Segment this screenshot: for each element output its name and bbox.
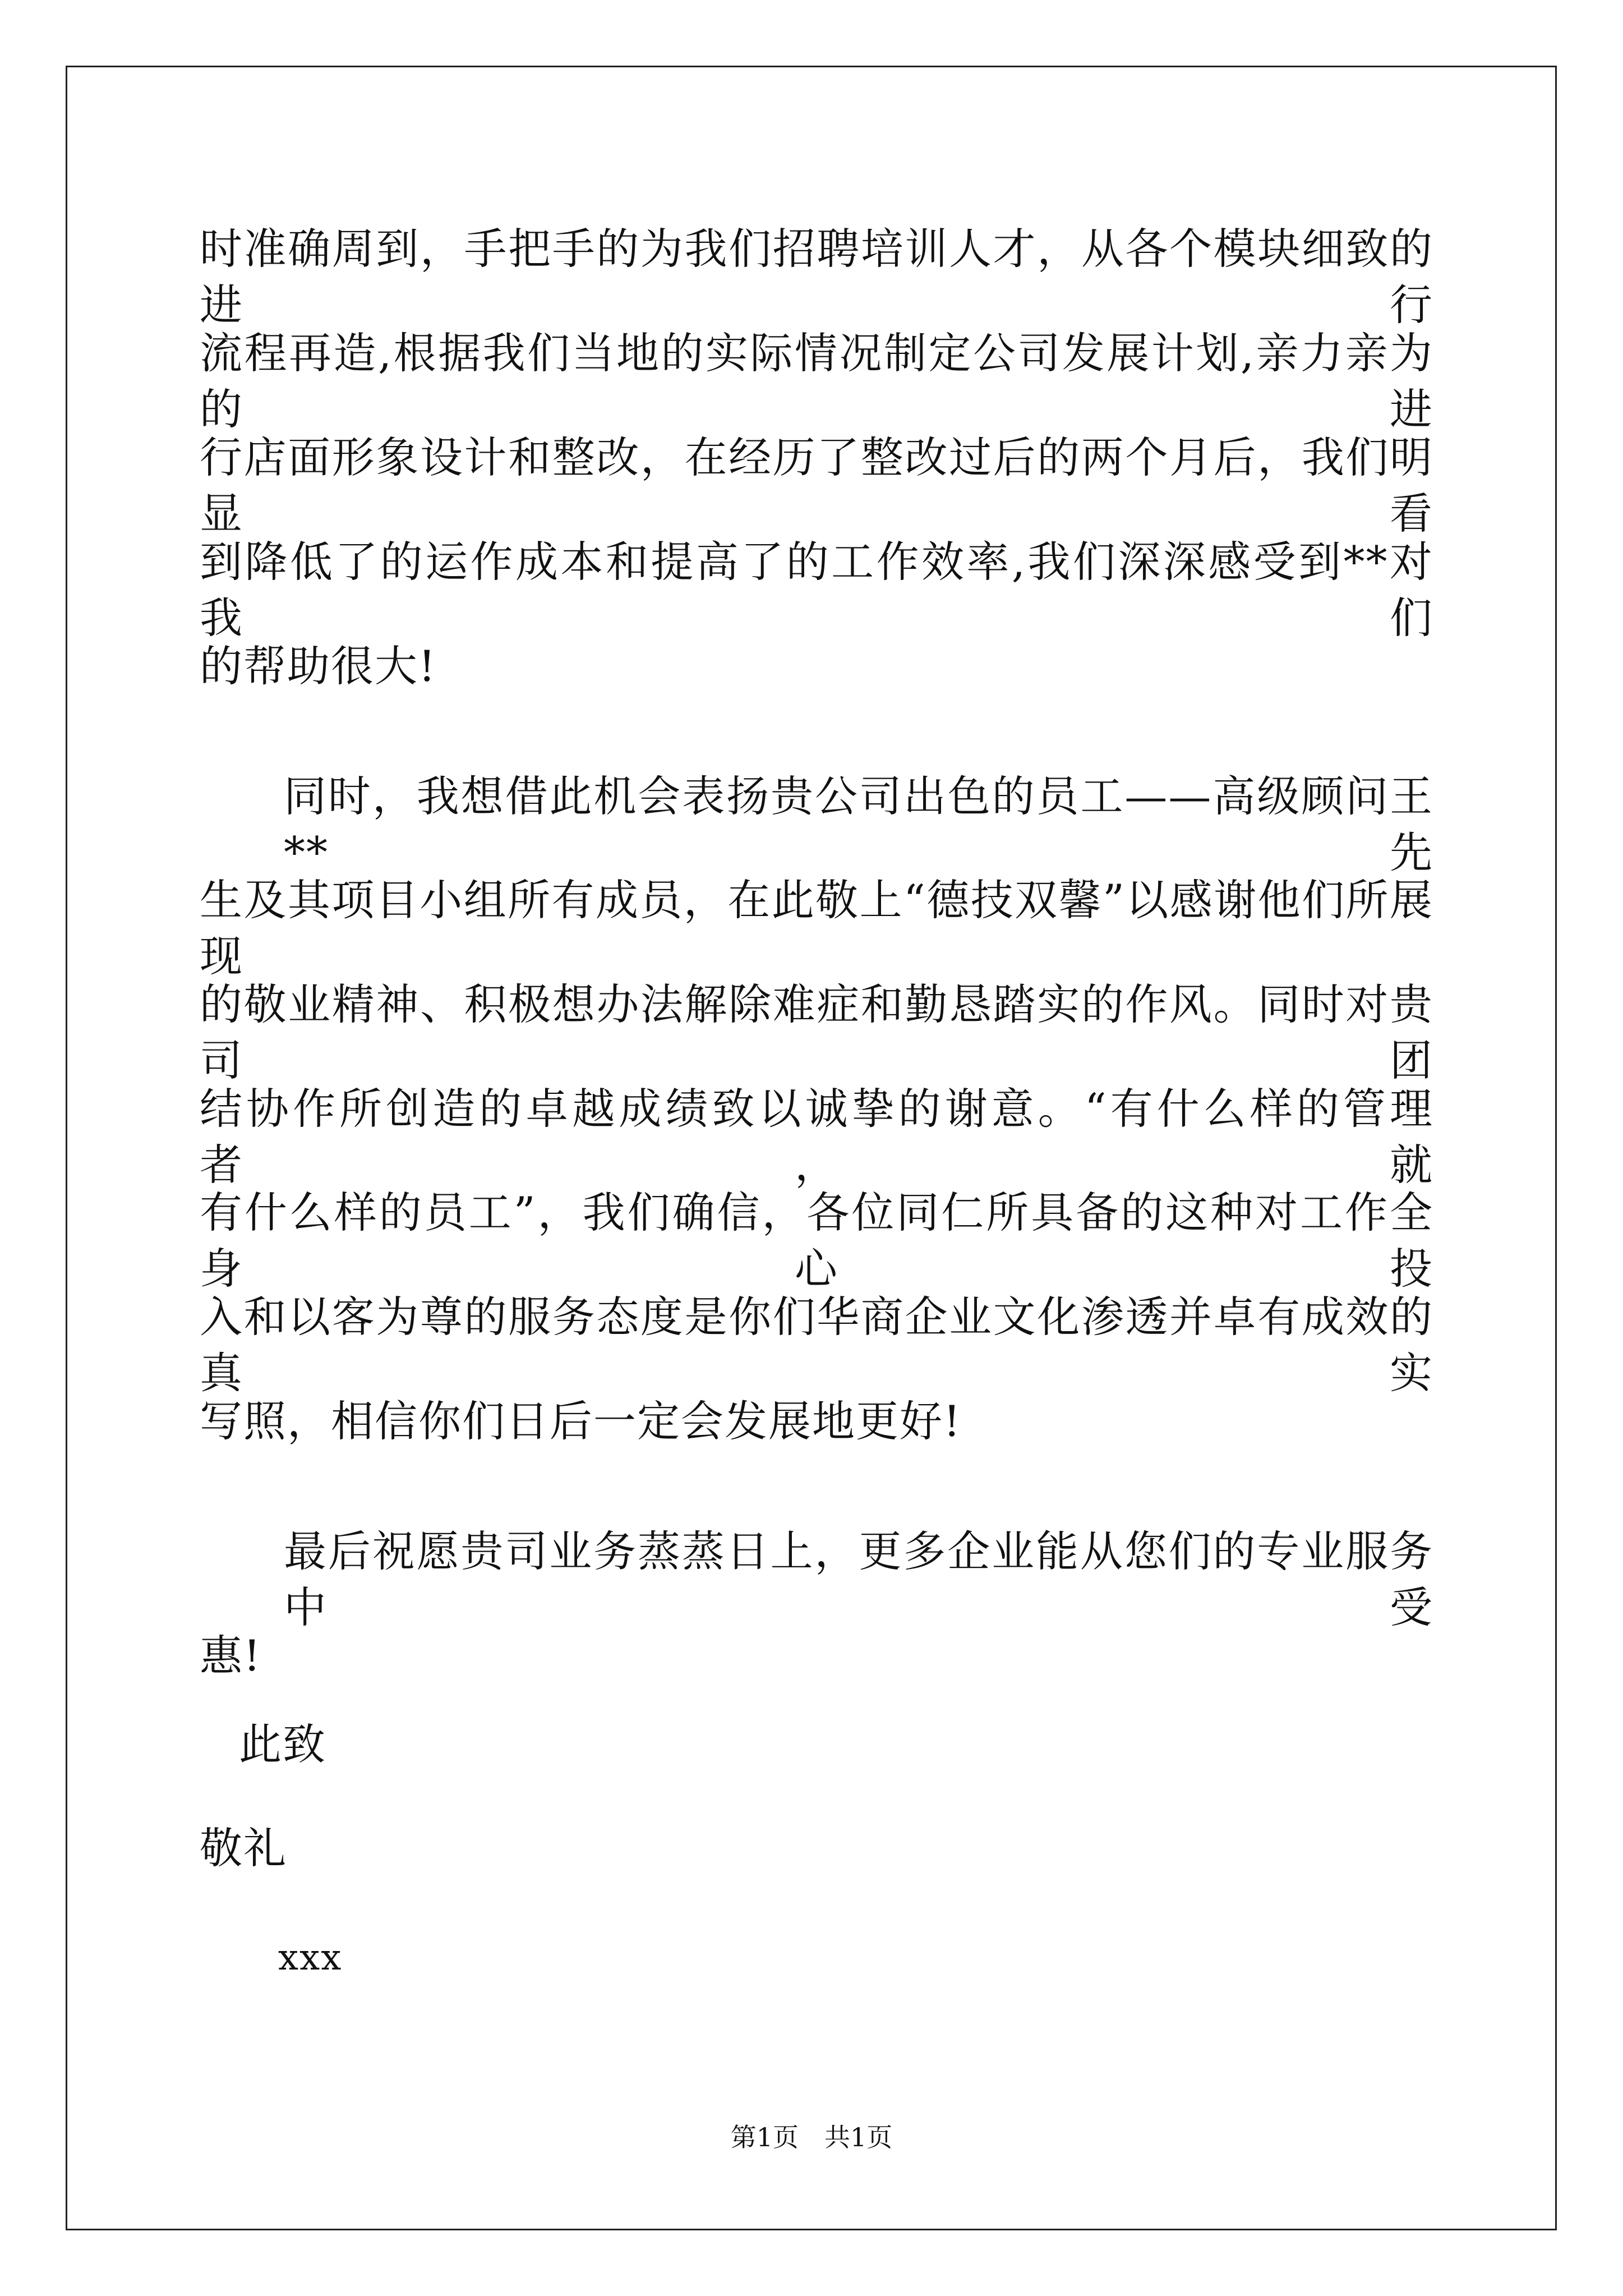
paragraph-line: 行店面形象设计和整改，在经历了整改过后的两个月后，我们明显看 [200, 432, 1433, 539]
paragraph-line: 最后祝愿贵司业务蒸蒸日上，更多企业能从您们的专业服务中受 [284, 1526, 1433, 1632]
paragraph-line: 时准确周到，手把手的为我们招聘培训人才，从各个模块细致的进行 [200, 224, 1433, 330]
paragraph-line: 惠! [200, 1631, 262, 1681]
paragraph-line: 的敬业精神、积极想办法解除难症和勤恳踏实的作风。同时对贵司团 [200, 979, 1433, 1085]
paragraph-line: 流程再造,根据我们当地的实际情况制定公司发展计划,亲力亲为的进 [200, 328, 1433, 434]
paragraph-line: 写照，相信你们日后一定会发展地更好! [200, 1396, 962, 1446]
paragraph-line: 同时，我想借此机会表扬贵公司出色的员工——高级顾问王**先 [284, 771, 1433, 877]
paragraph-line: 生及其项目小组所有成员，在此敬上“德技双馨”以感谢他们所展现 [200, 875, 1433, 981]
page-number-footer: 第1页 共1页 [730, 2122, 893, 2152]
paragraph-line: 的帮助很大! [200, 641, 437, 691]
closing-line: 此致 [239, 1719, 326, 1769]
paragraph-line: 入和以客为尊的服务态度是你们华商企业文化渗透并卓有成效的真实 [200, 1292, 1433, 1398]
paragraph-line: 到降低了的运作成本和提高了的工作效率,我们深深感受到**对我们 [200, 537, 1433, 643]
paragraph-line: 结协作所创造的卓越成绩致以诚挚的谢意。“有什么样的管理者，就 [200, 1084, 1433, 1190]
salutation-line: 敬礼 [200, 1823, 287, 1873]
paragraph-line: 有什么样的员工”，我们确信，各位同仁所具备的这种对工作全身心投 [200, 1188, 1433, 1294]
signature-line: xxx [278, 1937, 343, 1978]
